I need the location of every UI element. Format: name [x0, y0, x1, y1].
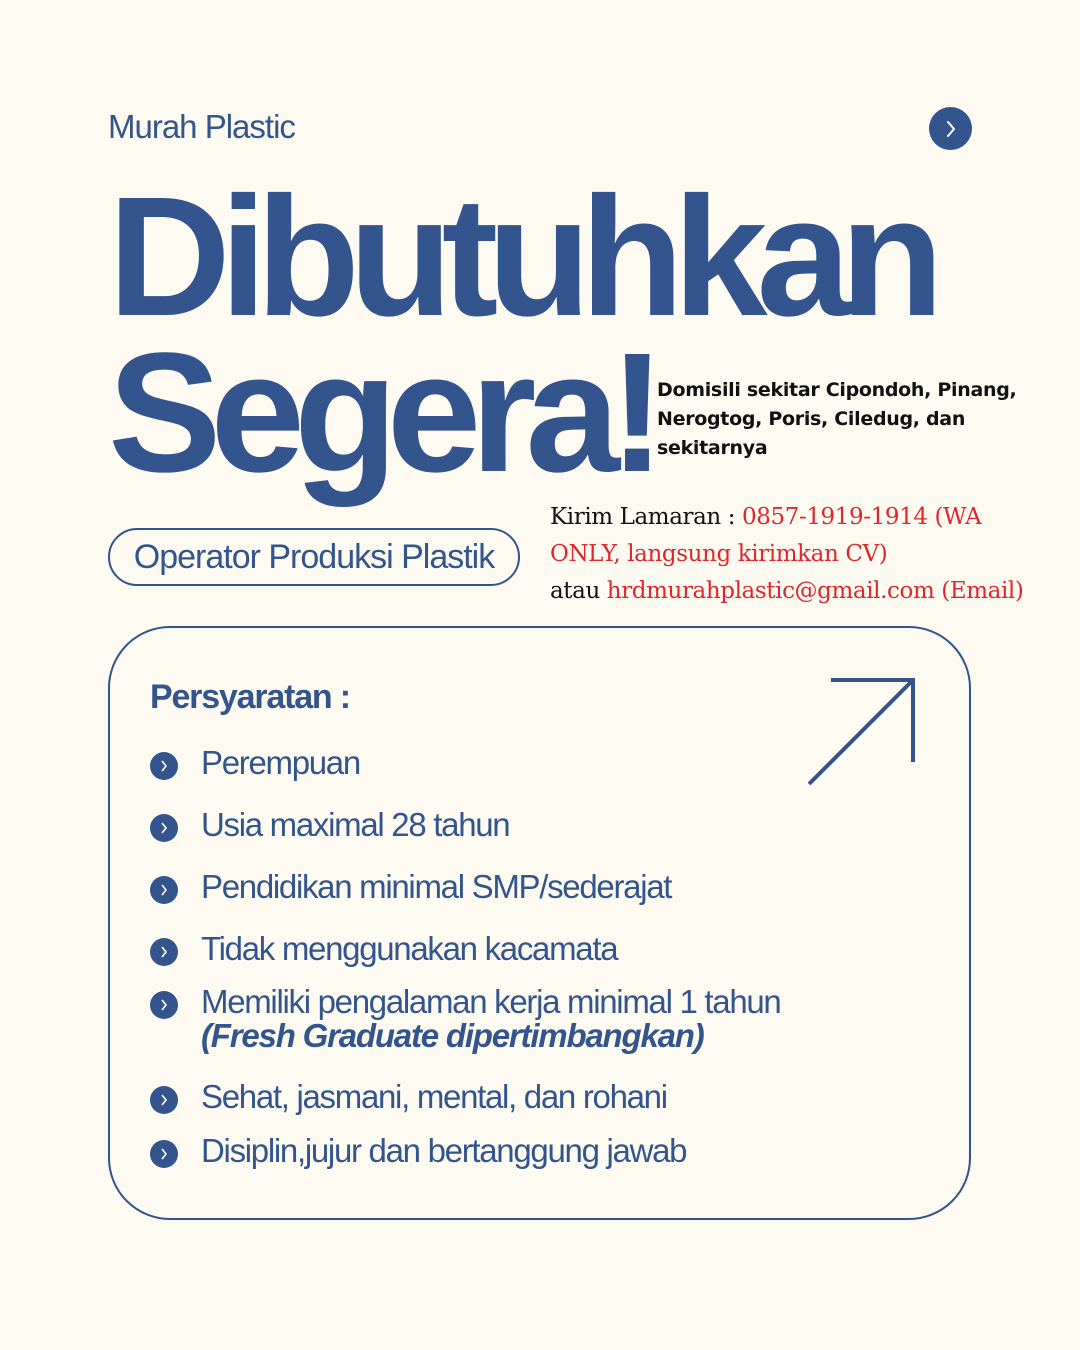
position-badge: Operator Produksi Plastik: [108, 528, 520, 586]
requirement-text: Disiplin,jujur dan bertanggung jawab: [201, 1132, 687, 1169]
arrow-up-right-icon: [805, 676, 920, 788]
list-item: [150, 746, 360, 780]
headline-line2: Segera!: [108, 318, 655, 508]
contact-or-label: atau: [550, 578, 607, 604]
chevron-right-bullet-icon: [150, 814, 178, 842]
chevron-right-bullet-icon: [150, 938, 178, 966]
requirement-text: Tidak menggunakan kacamata: [201, 930, 618, 967]
contact-email[interactable]: hrdmurahplastic@gmail.com (Email): [606, 578, 1024, 604]
domicile-line2: Nerogtog, Poris, Ciledug, dan sekitarnya: [657, 408, 966, 459]
chevron-right-bullet-icon: [150, 876, 178, 904]
requirement-text: Perempuan: [201, 744, 360, 781]
list-item: [150, 870, 671, 904]
chevron-right-bullet-icon: [150, 752, 178, 780]
chevron-right-bullet-icon: [150, 991, 178, 1019]
contact-info: [550, 499, 1050, 610]
requirement-text: [201, 985, 781, 1053]
list-item: [150, 1080, 667, 1114]
list-item: [150, 808, 509, 842]
brand-name: Murah Plastic: [108, 108, 295, 145]
requirement-text: Usia maximal 28 tahun: [201, 806, 510, 843]
contact-phone[interactable]: 0857-1919-1914 (WA ONLY, langsung kirimkan CV): [550, 504, 982, 567]
chevron-right-bullet-icon: [150, 1140, 178, 1168]
requirements-title: Persyaratan :: [150, 678, 350, 716]
list-item: [150, 932, 617, 966]
chevron-right-icon: [944, 119, 958, 139]
domicile-line1: Domisili sekitar Cipondoh, Pinang,: [657, 379, 1017, 401]
list-item: [150, 1134, 686, 1168]
domicile-info: [657, 376, 1080, 463]
next-button[interactable]: [929, 107, 972, 150]
requirement-text: Pendidikan minimal SMP/sederajat: [201, 868, 672, 905]
list-item: [150, 985, 781, 1053]
requirement-note: (Fresh Graduate dipertimbangkan): [201, 1017, 704, 1054]
chevron-right-bullet-icon: [150, 1086, 178, 1114]
requirement-text: Sehat, jasmani, mental, dan rohani: [201, 1078, 667, 1115]
requirement-experience: Memiliki pengalaman kerja minimal 1 tahun: [201, 983, 781, 1020]
headline-line1: Dibutuhkan: [108, 162, 933, 352]
contact-label: Kirim Lamaran :: [550, 504, 743, 530]
